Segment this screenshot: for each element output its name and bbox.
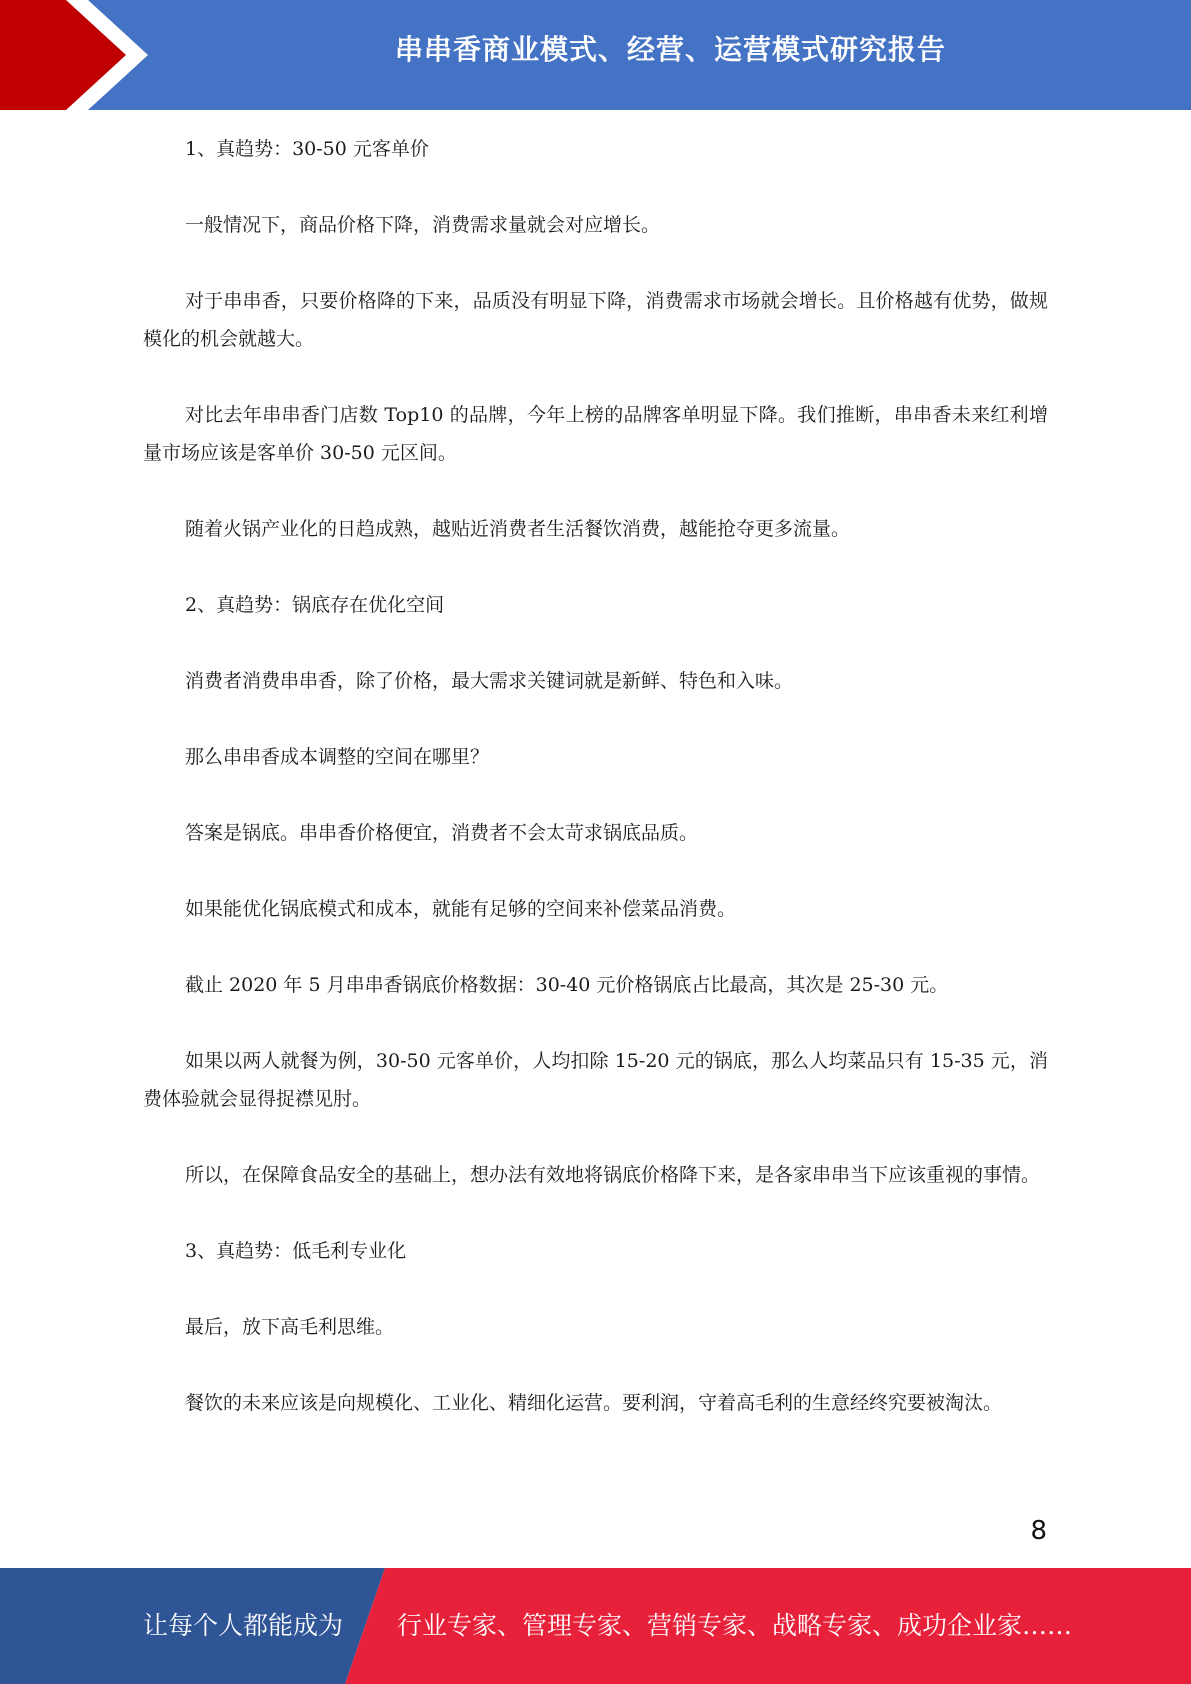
footer-slogan-right: 行业专家、管理专家、营销专家、战略专家、成功企业家…… xyxy=(397,1611,1073,1640)
body-text xyxy=(143,130,1048,1460)
paragraph: 所以，在保障食品安全的基础上，想办法有效地将锅底价格降下来，是各家串串当下应该重视的事情。 xyxy=(185,1164,1041,1186)
paragraph: 答案是锅底。串串香价格便宜，消费者不会太苛求锅底品质。 xyxy=(185,822,699,844)
section-heading-2: 2、真趋势：锅底存在优化空间 xyxy=(185,594,445,616)
paragraph: 随着火锅产业化的日趋成熟，越贴近消费者生活餐饮消费，越能抢夺更多流量。 xyxy=(185,518,851,540)
document-title: 串串香商业模式、经营、运营模式研究报告 xyxy=(394,33,946,66)
paragraph: 最后，放下高毛利思维。 xyxy=(185,1316,395,1338)
paragraph: 消费者消费串串香，除了价格，最大需求关键词就是新鲜、特色和入味。 xyxy=(185,670,794,692)
paragraph: 如果能优化锅底模式和成本，就能有足够的空间来补偿菜品消费。 xyxy=(185,898,737,920)
paragraph: 餐饮的未来应该是向规模化、工业化、精细化运营。要利润，守着高毛利的生意经终究要被淘汰。 xyxy=(185,1392,1003,1414)
paragraph: 如果以两人就餐为例，30-50 元客单价，人均扣除 15-20 元的锅底，那么人均菜品只有 15-35 元，消费体验就会显得捉襟见肘。 xyxy=(143,1050,1048,1110)
header-arrow-icon xyxy=(0,0,150,110)
paragraph: 那么串串香成本调整的空间在哪里？ xyxy=(185,746,490,768)
paragraph: 一般情况下，商品价格下降，消费需求量就会对应增长。 xyxy=(185,214,661,236)
section-heading-3: 3、真趋势：低毛利专业化 xyxy=(185,1240,407,1262)
section-heading-1: 1、真趋势：30-50 元客单价 xyxy=(185,138,429,160)
paragraph: 截止 2020 年 5 月串串香锅底价格数据：30-40 元价格锅底占比最高，其次是 25-30 元。 xyxy=(185,974,949,996)
paragraph: 对于串串香，只要价格降的下来，品质没有明显下降，消费需求市场就会增长。且价格越有优势，做规模化的机会就越大。 xyxy=(143,290,1048,350)
page-footer xyxy=(0,1568,1191,1684)
paragraph: 对比去年串串香门店数 Top10 的品牌，今年上榜的品牌客单明显下降。我们推断，串串香未来红利增量市场应该是客单价 30-50 元区间。 xyxy=(143,404,1048,464)
footer-slogan-left: 让每个人都能成为 xyxy=(143,1611,344,1640)
page-number: 8 xyxy=(1030,1516,1047,1546)
page-header xyxy=(0,0,1191,110)
